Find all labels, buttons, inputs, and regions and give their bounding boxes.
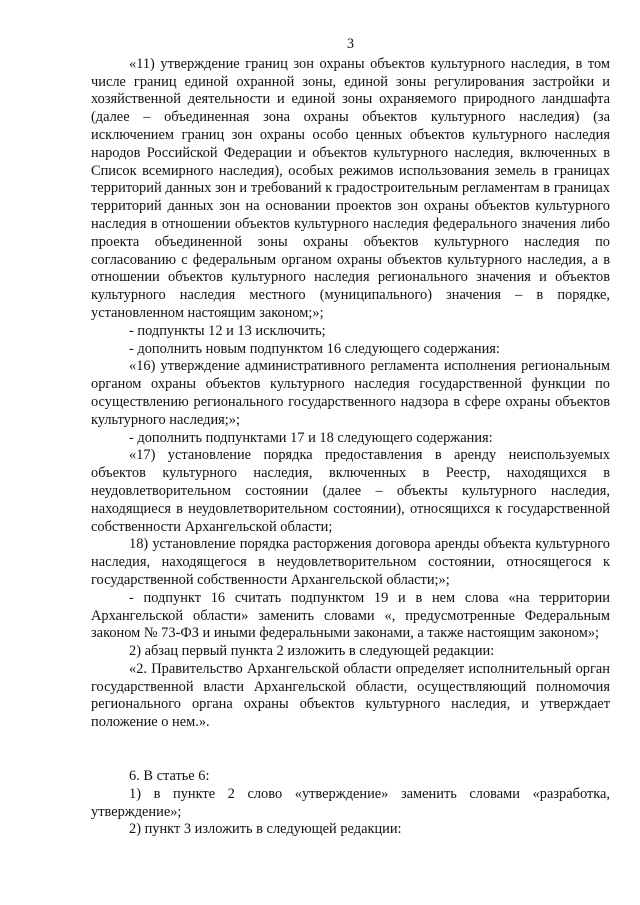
- paragraph-item-18: 18) установление порядка расторжения договора аренды объекта культурного наследия, находящегося в неудовлетворительном состоянии, относящегося к государственной собственности Архангельской области;»;: [91, 536, 610, 588]
- document-page: [91, 36, 610, 839]
- paragraph-item-17: «17) установление порядка предоставления в аренду неиспользуемых объектов культурного наследия, включенных в Реестр, находящихся в неудовлетворительном состоянии (далее – объекты культурного наследия, находящиеся в неудовлетворительном состоянии), относящихся к государственной собственности Архангельской области;: [91, 447, 610, 535]
- paragraph-exclude-12-13: - подпункты 12 и 13 исключить;: [129, 322, 326, 339]
- paragraph-renumber-16: - подпункт 16 считать подпунктом 19 и в нем слова «на территории Архангельской области» заменить словами «, предусмотренные Федеральным законом № 73-ФЗ и иными федеральными законами, а также настоящим законом»;: [91, 589, 610, 642]
- section-gap: [91, 732, 610, 768]
- paragraph-article-6-item-2: 2) пункт 3 изложить в следующей редакции:: [129, 821, 402, 838]
- paragraph-article-6-item-1: 1) в пункте 2 слово «утверждение» заменить словами «разработка, утверждение»;: [91, 785, 610, 820]
- paragraph-article-6: 6. В статье 6:: [129, 768, 210, 785]
- page-number: 3: [346, 36, 355, 52]
- paragraph-item-11: «11) утверждение границ зон охраны объектов культурного наследия, в том числе границ единой охранной зоны, единой зоны регулирования застройки и хозяйственной деятельности и единой зоны охраняемого природного ландшафта (далее – объединенная зона охраны объектов культурного наследия) (за исключением границ зон охраны особо ценных объектов культурного наследия народов Российской Федерации и объектов культурного наследия, включенных в Список всемирного наследия), особых режимов использования земель в границах территорий данных зон и требований к градостроительным регламентам в границах территорий данных зон на основании проектов зон охраны объектов культурного наследия в отношении объектов культурного наследия федерального значения либо проекта объединенной зоны охраны объектов культурного наследия по согласованию с федеральным органом охраны объектов культурного наследия, а в отношении объектов культурного наследия регионального значения и объектов культурного наследия местного (муниципального) значения – в порядке, установленном настоящим законом;»;: [91, 55, 610, 321]
- paragraph-government-clause: «2. Правительство Архангельской области определяет исполнительный орган государственной власти Архангельской области, осуществляющий полномочия регионального органа охраны объектов культурного наследия, и утверждает положение о нем.».: [91, 660, 610, 731]
- paragraph-add-16: - дополнить новым подпунктом 16 следующего содержания:: [129, 340, 500, 357]
- paragraph-item-16: «16) утверждение административного регламента исполнения региональным органом охраны объектов культурного наследия государственной функции по осуществлению регионального государственного надзора в сфере охраны объектов культурного наследия;»;: [91, 358, 610, 428]
- paragraph-clause-2: 2) абзац первый пункта 2 изложить в следующей редакции:: [129, 643, 495, 660]
- paragraph-add-17-18: - дополнить подпунктами 17 и 18 следующего содержания:: [129, 429, 493, 446]
